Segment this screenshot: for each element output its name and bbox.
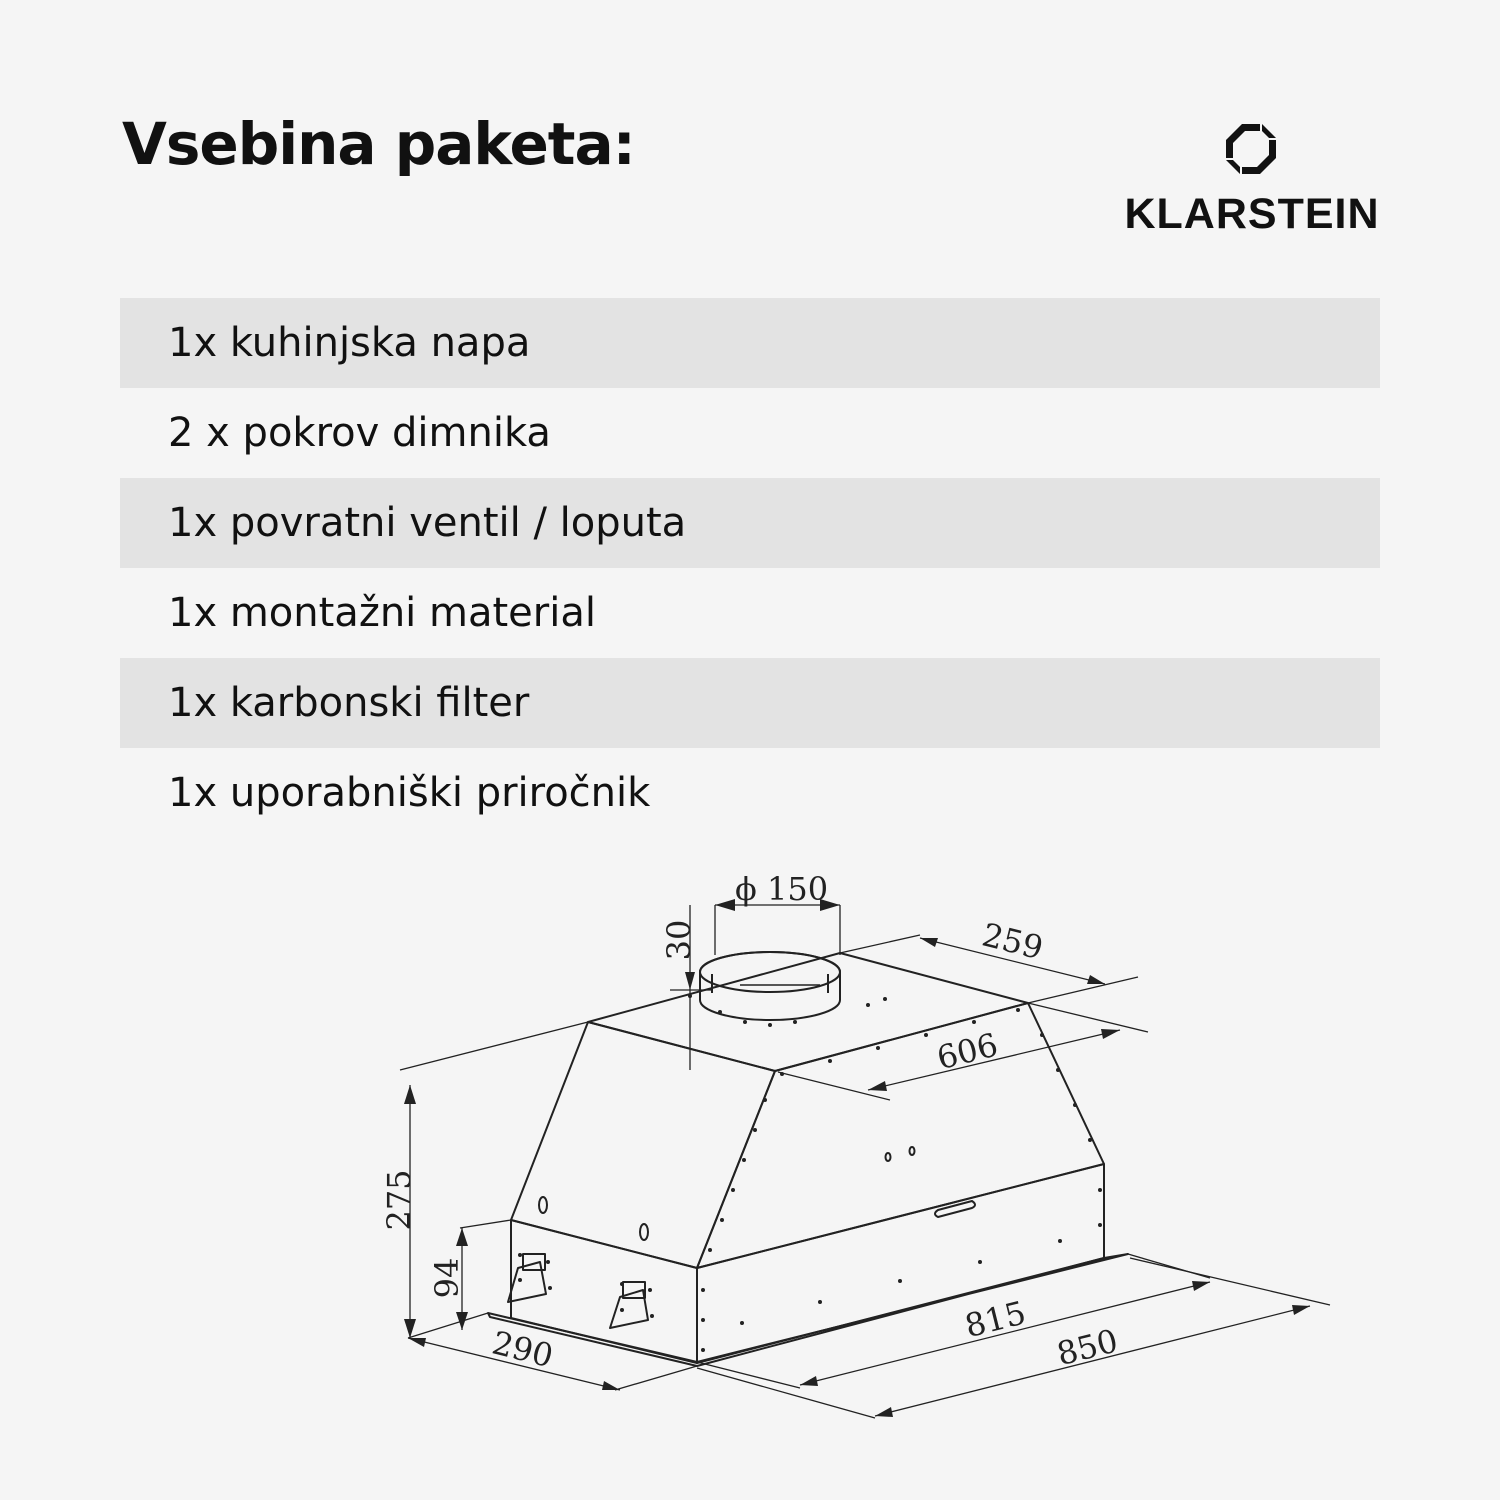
dimension-height-front: 94 bbox=[428, 1257, 466, 1299]
list-item: 1x kuhinjska napa bbox=[120, 298, 1380, 388]
dimension-collar-height: 30 bbox=[660, 919, 698, 961]
dimension-depth-top: 259 bbox=[978, 915, 1047, 968]
hood-right-panel bbox=[697, 1164, 1104, 1363]
list-item: 1x uporabniški priročnik bbox=[168, 770, 651, 816]
list-item: 1x montažni material bbox=[168, 590, 596, 636]
package-contents-list bbox=[120, 298, 1380, 838]
dimension-depth-bottom: 290 bbox=[488, 1323, 557, 1376]
brand-logo bbox=[1120, 118, 1384, 248]
list-item: 1x karbonski filter bbox=[120, 658, 1380, 748]
dimension-width-top: 606 bbox=[933, 1025, 1002, 1078]
list-item: 1x povratni ventil / loputa bbox=[120, 478, 1380, 568]
klarstein-diamond-logo-icon bbox=[1220, 118, 1282, 180]
brand-name: KLARSTEIN bbox=[1124, 190, 1380, 238]
hood-right-face bbox=[697, 1003, 1104, 1268]
dimension-diameter: ϕ 150 bbox=[735, 870, 829, 908]
range-hood-dimension-drawing bbox=[360, 860, 1360, 1440]
hood-bottom-frame bbox=[488, 1254, 1128, 1366]
page-title: Vsebina paketa: bbox=[122, 110, 635, 178]
dimension-width-total: 850 bbox=[1053, 1321, 1122, 1374]
dimension-width-inner: 815 bbox=[961, 1293, 1030, 1346]
dimension-height-total: 275 bbox=[380, 1169, 418, 1231]
list-item: 2 x pokrov dimnika bbox=[168, 410, 551, 456]
